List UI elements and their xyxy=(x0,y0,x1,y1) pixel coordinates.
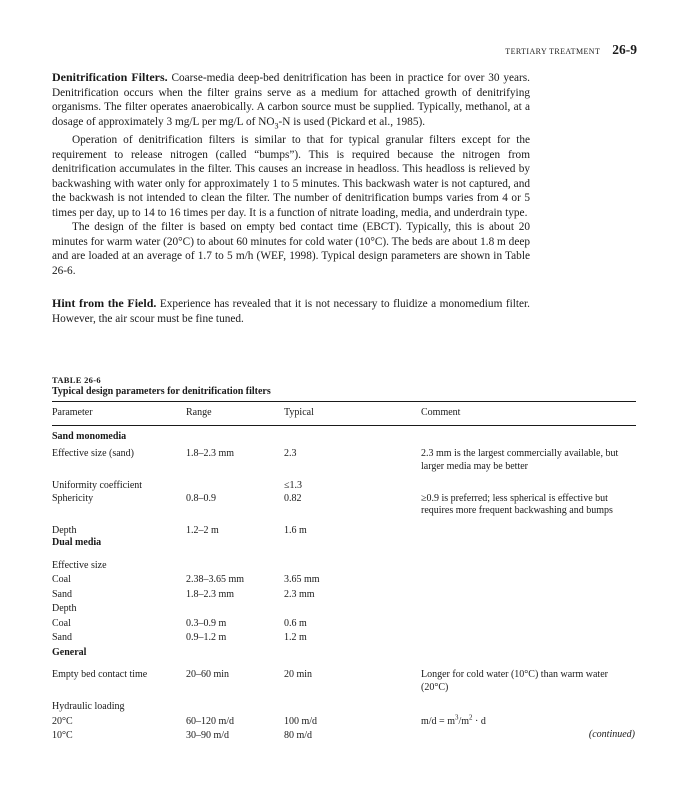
table-row: Effective size xyxy=(52,559,107,571)
page-number: 26-9 xyxy=(612,42,637,57)
table-row: Depth xyxy=(52,603,77,614)
section-heading-denitrification-filters: Denitrification Filters. xyxy=(52,70,168,84)
design-parameters-table xyxy=(52,401,636,743)
hint-heading: Hint from the Field. xyxy=(52,296,157,311)
paragraph-design: The design of the filter is based on empty bed contact time (EBCT). Typically, this is about 20 minutes for warm water (20°C) to about 60 minutes for cold water (10°C). The beds are about 1.8 m deep and are loaded at an average of 1.7 to 5 m/h (WEF, 1998). Typical design parameters are shown in Table 26-6. xyxy=(52,221,530,277)
paragraph-operation: Operation of denitrification filters is similar to that for typical granular filters except for the requirement to release nitrogen (called “bumps”). This is required because the nitrogen from denitrification accumulates in the filter. This causes an increase in headloss. This headloss is relieved by backwashing with water only for approximately 1 to 5 minutes. This backwash water is not captured, and the backwash is not intended to clean the filter. The number of denitrification bumps varies from 4 or 5 times per day, up to 14 to 16 times per day. It is a function of nitrate loading, media, and underdrain type. xyxy=(52,134,530,219)
table-row: Sphericity 0.8–0.9 0.82 ≥0.9 is preferred; less spherical is effective but requires more frequent backwashing and bumps xyxy=(52,492,613,516)
table-caption: Typical design parameters for denitrification filters xyxy=(52,386,271,397)
header-typical: Typical xyxy=(284,402,421,426)
unit-definition: $m/d = m^3/m^2 \cdot d$ xyxy=(421,713,486,727)
header-range: Range xyxy=(186,402,284,426)
table-row: Depth 1.2–2 m 1.6 m xyxy=(52,524,307,536)
table-row: Coal 2.38–3.65 mm 3.65 mm xyxy=(52,574,320,585)
table-label: TABLE 26-6 xyxy=(52,375,101,385)
paragraph-hint: Hint from the Field. Experience has revealed that it is not necessary to fluidize a monomedium filter. However, the air scour must be fine tuned. xyxy=(52,296,530,325)
running-head xyxy=(505,42,637,58)
table-row: 10°C 30–90 m/d 80 m/d xyxy=(52,730,313,741)
table-row: Effective size (sand) 1.8–2.3 mm 2.3 2.3 mm is the largest commercially available, but larger media may be better xyxy=(52,448,619,472)
body-text xyxy=(52,70,530,326)
paragraph-denitrification-filters: Denitrification Filters. Coarse-media deep-bed denitrification has been in practice for over 30 years. Denitrification occurs when the filter grains serve as a medium for attached growth of denitrifying organisms. The filter operates anaerobically. A carbon source must be supplied. Typically, methanol, at a dosage of approximately 3 mg/L per mg/L of $NO_3-N$ is used (Pickard et al., 1985). xyxy=(52,70,530,130)
table-row: Uniformity coefficient ≤1.3 xyxy=(52,480,302,491)
section-row: Dual media xyxy=(52,537,102,548)
table-row: Sand 0.9–1.2 m 1.2 m xyxy=(52,632,307,643)
table-header-row xyxy=(52,402,636,426)
table-row: Hydraulic loading xyxy=(52,701,125,712)
header-comment: Comment xyxy=(421,402,636,426)
running-head-title: TERTIARY TREATMENT xyxy=(505,47,601,56)
continued-note: (continued) xyxy=(588,729,635,740)
header-parameter: Parameter xyxy=(52,402,186,426)
section-row: Sand monomedia xyxy=(52,430,127,442)
table-row: 20°C 60–120 m/d 100 m/d $m/d = m^3/m^2 \cdot d$ xyxy=(52,714,636,729)
table-row: Empty bed contact time 20–60 min 20 min Longer for cold water (10°C) than warm water (20°C) xyxy=(52,669,608,693)
table-row: Sand 1.8–2.3 mm 2.3 mm xyxy=(52,588,315,600)
table-row: Coal 0.3–0.9 m 0.6 m xyxy=(52,617,307,629)
section-row: General xyxy=(52,646,87,658)
